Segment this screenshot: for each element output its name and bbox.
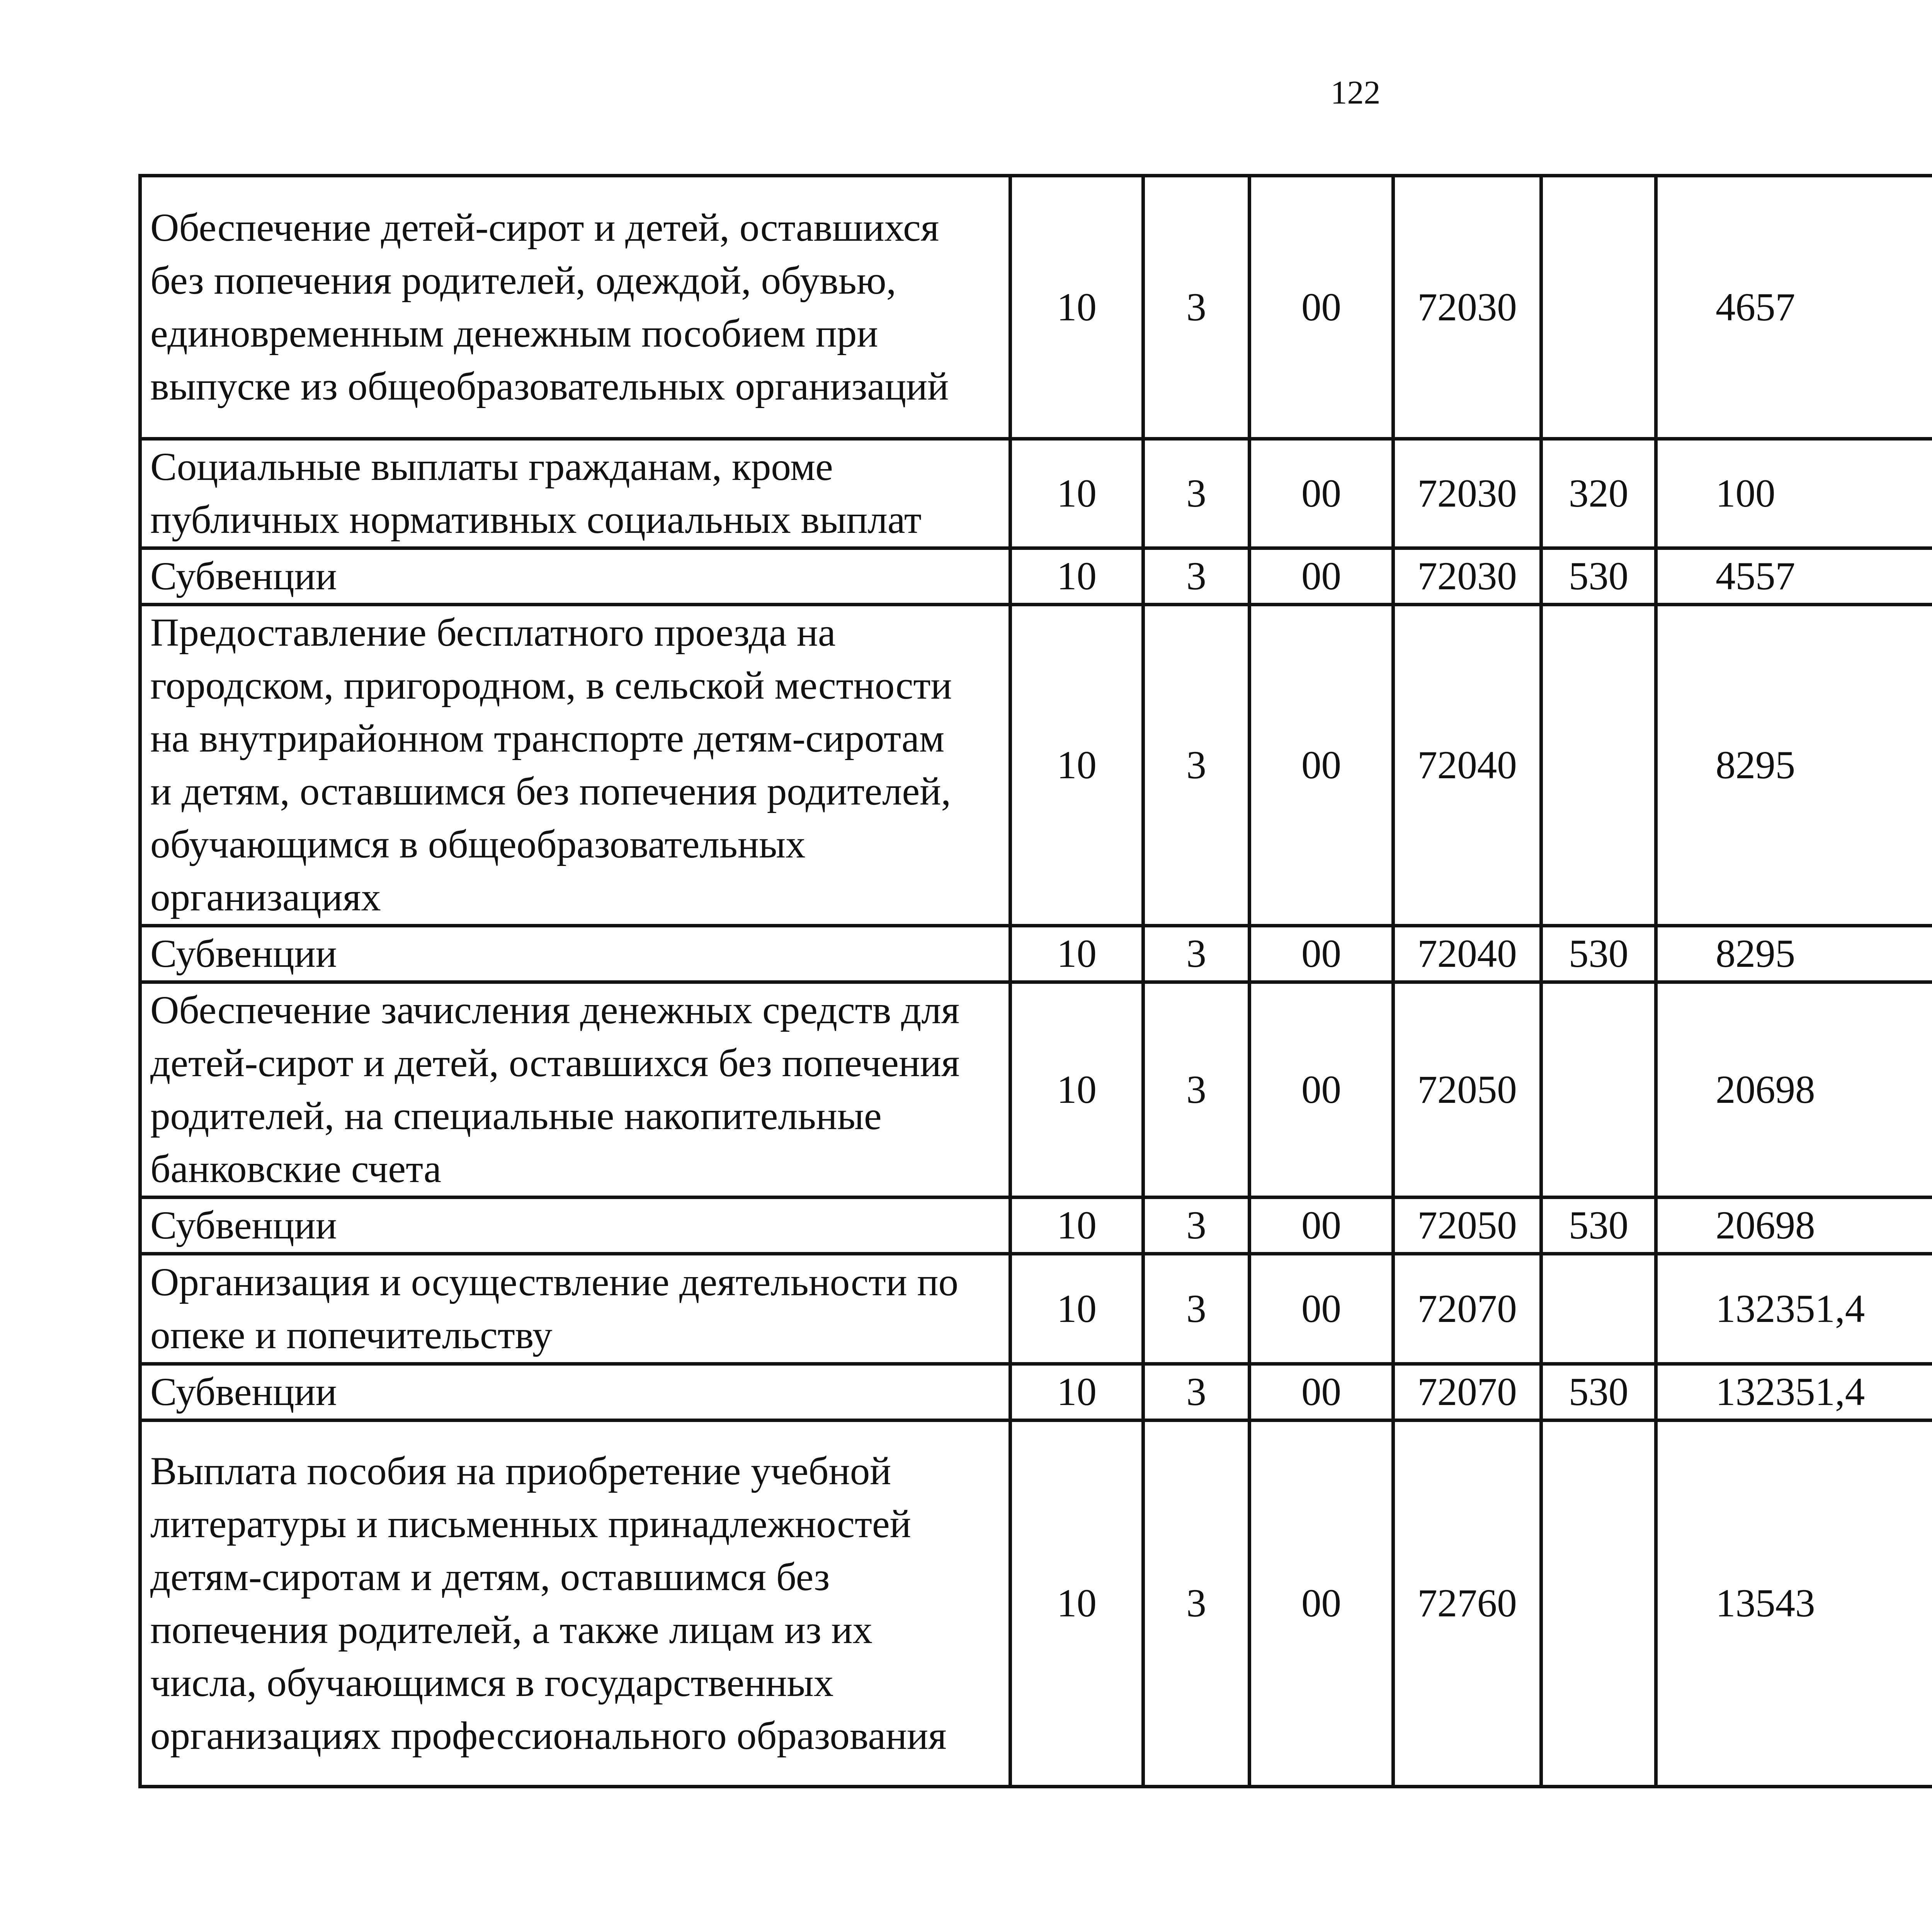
- table-row: [140, 982, 1932, 1197]
- amount-cell-1: 4657: [1656, 176, 1932, 439]
- section-code-cell: 10: [1010, 605, 1143, 926]
- row-name-cell: Обеспечение зачисления денежных средств для детей-сирот и детей, оставшихся без попечения родителей, на специальные накопительные банковские счета: [140, 982, 1010, 1197]
- target-item-code-cell: 72030: [1393, 439, 1541, 548]
- program-code-cell: 00: [1250, 982, 1393, 1197]
- table-row: [140, 1364, 1932, 1420]
- amount-cell-1: 4557: [1656, 548, 1932, 605]
- expense-type-code-cell: 530: [1541, 548, 1656, 605]
- subsection-code-cell: 3: [1143, 1364, 1250, 1420]
- table-row: [140, 548, 1932, 605]
- target-item-code-cell: 72070: [1393, 1254, 1541, 1364]
- expense-type-code-cell: [1541, 176, 1656, 439]
- row-name-cell: Субвенции: [140, 548, 1010, 605]
- subsection-code-cell: 3: [1143, 1420, 1250, 1787]
- expense-type-code-cell: [1541, 982, 1656, 1197]
- expense-type-code-cell: 530: [1541, 926, 1656, 982]
- amount-cell-1: 8295: [1656, 926, 1932, 982]
- amount-cell-1: 132351,4: [1656, 1364, 1932, 1420]
- target-item-code-cell: 72030: [1393, 176, 1541, 439]
- subsection-code-cell: 3: [1143, 1254, 1250, 1364]
- table-row: [140, 439, 1932, 548]
- section-code-cell: 10: [1010, 1197, 1143, 1254]
- program-code-cell: 00: [1250, 1364, 1393, 1420]
- section-code-cell: 10: [1010, 439, 1143, 548]
- section-code-cell: 10: [1010, 926, 1143, 982]
- subsection-code-cell: 3: [1143, 439, 1250, 548]
- table-row: [140, 1197, 1932, 1254]
- section-code-cell: 10: [1010, 548, 1143, 605]
- section-code-cell: 10: [1010, 176, 1143, 439]
- expense-type-code-cell: [1541, 1254, 1656, 1364]
- row-name-cell: Субвенции: [140, 926, 1010, 982]
- row-name-cell: Обеспечение детей-сирот и детей, оставшихся без попечения родителей, одеждой, обувью, единовременным денежным пособием при выпуске из общеобразовательных организаций: [140, 176, 1010, 439]
- subsection-code-cell: 3: [1143, 926, 1250, 982]
- row-name-cell: Организация и осуществление деятельности по опеке и попечительству: [140, 1254, 1010, 1364]
- target-item-code-cell: 72070: [1393, 1364, 1541, 1420]
- subsection-code-cell: 3: [1143, 176, 1250, 439]
- table-body: [140, 176, 1932, 1787]
- row-name-cell: Социальные выплаты гражданам, кроме публичных нормативных социальных выплат: [140, 439, 1010, 548]
- program-code-cell: 00: [1250, 605, 1393, 926]
- program-code-cell: 00: [1250, 1420, 1393, 1787]
- amount-cell-1: 20698: [1656, 982, 1932, 1197]
- section-code-cell: 10: [1010, 1364, 1143, 1420]
- table-row: [140, 1420, 1932, 1787]
- amount-cell-1: 100: [1656, 439, 1932, 548]
- target-item-code-cell: 72040: [1393, 605, 1541, 926]
- row-name-cell: Предоставление бесплатного проезда на городском, пригородном, в сельской местности на внутрирайонном транспорте детям-сиротам и детям, оставшимся без попечения родителей, обучающимся в общеобразовательных организациях: [140, 605, 1010, 926]
- amount-cell-1: 132351,4: [1656, 1254, 1932, 1364]
- program-code-cell: 00: [1250, 548, 1393, 605]
- subsection-code-cell: 3: [1143, 982, 1250, 1197]
- target-item-code-cell: 72050: [1393, 1197, 1541, 1254]
- program-code-cell: 00: [1250, 1254, 1393, 1364]
- subsection-code-cell: 3: [1143, 605, 1250, 926]
- section-code-cell: 10: [1010, 1420, 1143, 1787]
- program-code-cell: 00: [1250, 439, 1393, 548]
- section-code-cell: 10: [1010, 982, 1143, 1197]
- amount-cell-1: 8295: [1656, 605, 1932, 926]
- row-name-cell: Выплата пособия на приобретение учебной литературы и письменных принадлежностей детям-сиротам и детям, оставшимся без попечения родителей, а также лицам из их числа, обучающимся в государственных организациях профессионального образования: [140, 1420, 1010, 1787]
- subsection-code-cell: 3: [1143, 548, 1250, 605]
- table-row: [140, 1254, 1932, 1364]
- program-code-cell: 00: [1250, 1197, 1393, 1254]
- expense-type-code-cell: [1541, 605, 1656, 926]
- target-item-code-cell: 72030: [1393, 548, 1541, 605]
- table-row: [140, 605, 1932, 926]
- table-row: [140, 176, 1932, 439]
- section-code-cell: 10: [1010, 1254, 1143, 1364]
- table-row: [140, 926, 1932, 982]
- program-code-cell: 00: [1250, 176, 1393, 439]
- page-number: 122: [1330, 74, 1381, 111]
- subsection-code-cell: 3: [1143, 1197, 1250, 1254]
- expense-type-code-cell: 530: [1541, 1197, 1656, 1254]
- target-item-code-cell: 72050: [1393, 982, 1541, 1197]
- target-item-code-cell: 72760: [1393, 1420, 1541, 1787]
- expense-type-code-cell: [1541, 1420, 1656, 1787]
- row-name-cell: Субвенции: [140, 1197, 1010, 1254]
- amount-cell-1: 13543: [1656, 1420, 1932, 1787]
- amount-cell-1: 20698: [1656, 1197, 1932, 1254]
- expense-type-code-cell: 320: [1541, 439, 1656, 548]
- row-name-cell: Субвенции: [140, 1364, 1010, 1420]
- budget-table: [138, 174, 1932, 1788]
- expense-type-code-cell: 530: [1541, 1364, 1656, 1420]
- program-code-cell: 00: [1250, 926, 1393, 982]
- target-item-code-cell: 72040: [1393, 926, 1541, 982]
